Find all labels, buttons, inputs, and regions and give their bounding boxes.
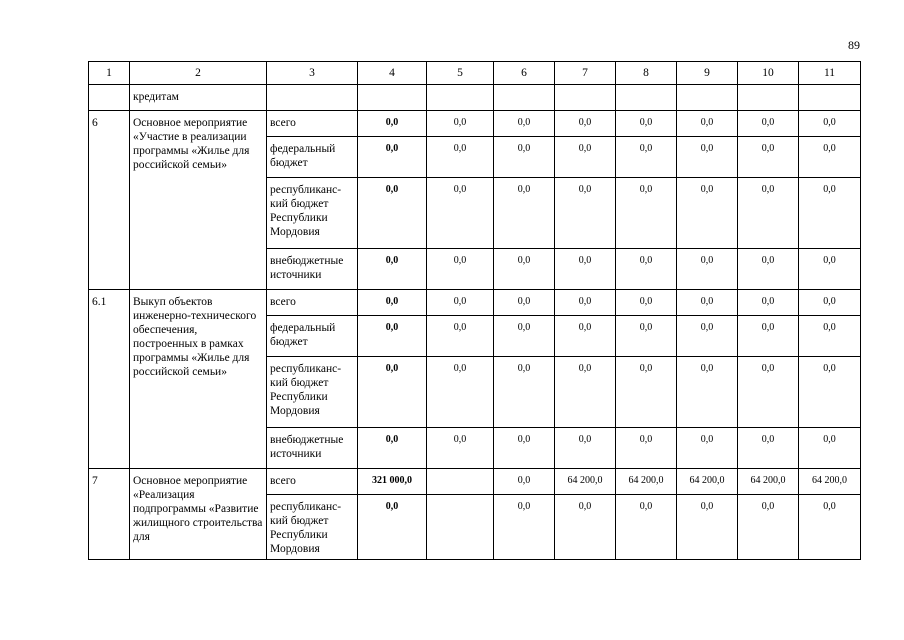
value-cell: 0,0 [358,249,427,290]
value-cell [494,85,555,111]
value-cell [427,469,494,495]
funding-source-cell: внебюджетные источники [267,428,358,469]
value-cell: 0,0 [677,495,738,560]
value-cell: 0,0 [799,495,861,560]
value-cell [358,85,427,111]
value-cell: 0,0 [494,249,555,290]
value-cell: 0,0 [799,428,861,469]
value-cell: 0,0 [358,316,427,357]
activity-name-cell: Выкуп объектов инженерно-технического обеспечения, построенных в рамках программы «Жилье для российской семьи» [130,290,267,469]
value-cell: 0,0 [677,357,738,428]
value-cell: 0,0 [799,111,861,137]
value-cell: 0,0 [494,290,555,316]
header-cell: 11 [799,62,861,85]
value-cell: 0,0 [555,178,616,249]
value-cell: 0,0 [427,357,494,428]
value-cell [616,85,677,111]
value-cell: 0,0 [738,290,799,316]
value-cell: 0,0 [555,137,616,178]
funding-source-cell: республиканс-кий бюджет Республики Мордовия [267,495,358,560]
header-cell: 9 [677,62,738,85]
header-cell: 10 [738,62,799,85]
value-cell: 0,0 [555,495,616,560]
value-cell: 0,0 [616,316,677,357]
value-cell: 0,0 [427,178,494,249]
value-cell: 0,0 [677,428,738,469]
value-cell: 0,0 [677,290,738,316]
table-row [89,85,861,111]
funding-source-cell: республиканс-кий бюджет Республики Мордовия [267,357,358,428]
value-cell: 321 000,0 [358,469,427,495]
value-cell: 0,0 [738,428,799,469]
value-cell [427,85,494,111]
value-cell: 0,0 [427,290,494,316]
header-cell: 8 [616,62,677,85]
value-cell: 0,0 [616,137,677,178]
value-cell: 0,0 [494,178,555,249]
value-cell: 0,0 [494,111,555,137]
row-number-cell: 6.1 [89,290,130,469]
value-cell: 0,0 [616,249,677,290]
value-cell: 0,0 [555,111,616,137]
value-cell: 0,0 [738,495,799,560]
value-cell: 0,0 [616,178,677,249]
value-cell: 64 200,0 [555,469,616,495]
value-cell: 0,0 [427,249,494,290]
value-cell: 0,0 [738,137,799,178]
value-cell: 0,0 [738,357,799,428]
value-cell [677,85,738,111]
funding-source-cell: республиканс-кий бюджет Республики Мордовия [267,178,358,249]
value-cell [738,85,799,111]
value-cell: 0,0 [677,178,738,249]
value-cell: 0,0 [427,137,494,178]
value-cell: 0,0 [677,249,738,290]
header-cell: 3 [267,62,358,85]
value-cell: 0,0 [738,249,799,290]
value-cell: 0,0 [799,290,861,316]
funding-source-cell: всего [267,469,358,495]
value-cell: 0,0 [358,178,427,249]
value-cell: 0,0 [616,495,677,560]
activity-name-cell: Основное мероприятие «Реализация подпрограммы «Развитие жилищного строительства для [130,469,267,560]
header-cell: 5 [427,62,494,85]
value-cell: 0,0 [494,428,555,469]
value-cell: 0,0 [738,178,799,249]
value-cell: 0,0 [799,357,861,428]
value-cell: 0,0 [494,469,555,495]
table-row [89,111,861,137]
funding-source-cell: федеральный бюджет [267,316,358,357]
value-cell: 0,0 [494,357,555,428]
header-cell: 4 [358,62,427,85]
value-cell: 0,0 [358,495,427,560]
value-cell: 0,0 [616,428,677,469]
activity-name-cell: Основное мероприятие «Участие в реализации программы «Жилье для российской семьи» [130,111,267,290]
value-cell: 0,0 [427,316,494,357]
value-cell: 0,0 [677,111,738,137]
activity-name-cell: кредитам [130,85,267,111]
value-cell: 0,0 [738,316,799,357]
value-cell [427,495,494,560]
row-number-cell: 6 [89,111,130,290]
value-cell [799,85,861,111]
value-cell: 64 200,0 [677,469,738,495]
value-cell: 0,0 [616,290,677,316]
header-cell: 2 [130,62,267,85]
header-row [89,62,861,85]
value-cell: 0,0 [555,316,616,357]
value-cell: 0,0 [358,290,427,316]
funding-source-cell: всего [267,290,358,316]
value-cell [555,85,616,111]
page-number: 89 [848,38,860,52]
value-cell: 0,0 [358,428,427,469]
value-cell: 0,0 [738,111,799,137]
value-cell: 0,0 [494,495,555,560]
funding-source-cell [267,85,358,111]
value-cell: 0,0 [677,316,738,357]
value-cell: 64 200,0 [616,469,677,495]
funding-source-cell: федеральный бюджет [267,137,358,178]
value-cell: 0,0 [358,111,427,137]
funding-source-cell: всего [267,111,358,137]
value-cell: 64 200,0 [738,469,799,495]
value-cell: 0,0 [494,316,555,357]
value-cell: 0,0 [555,249,616,290]
header-cell: 6 [494,62,555,85]
value-cell: 0,0 [799,249,861,290]
value-cell: 0,0 [358,357,427,428]
value-cell: 0,0 [616,357,677,428]
value-cell: 0,0 [799,137,861,178]
value-cell: 0,0 [799,178,861,249]
value-cell: 0,0 [427,428,494,469]
funding-source-cell: внебюджетные источники [267,249,358,290]
value-cell: 0,0 [555,428,616,469]
value-cell: 0,0 [427,111,494,137]
table-row [89,290,861,316]
value-cell: 0,0 [555,290,616,316]
budget-table [88,61,861,560]
value-cell: 0,0 [358,137,427,178]
table-row [89,469,861,495]
value-cell: 0,0 [616,111,677,137]
row-number-cell: 7 [89,469,130,560]
header-cell: 7 [555,62,616,85]
value-cell: 0,0 [799,316,861,357]
value-cell: 64 200,0 [799,469,861,495]
header-cell: 1 [89,62,130,85]
row-number-cell [89,85,130,111]
value-cell: 0,0 [677,137,738,178]
value-cell: 0,0 [494,137,555,178]
value-cell: 0,0 [555,357,616,428]
